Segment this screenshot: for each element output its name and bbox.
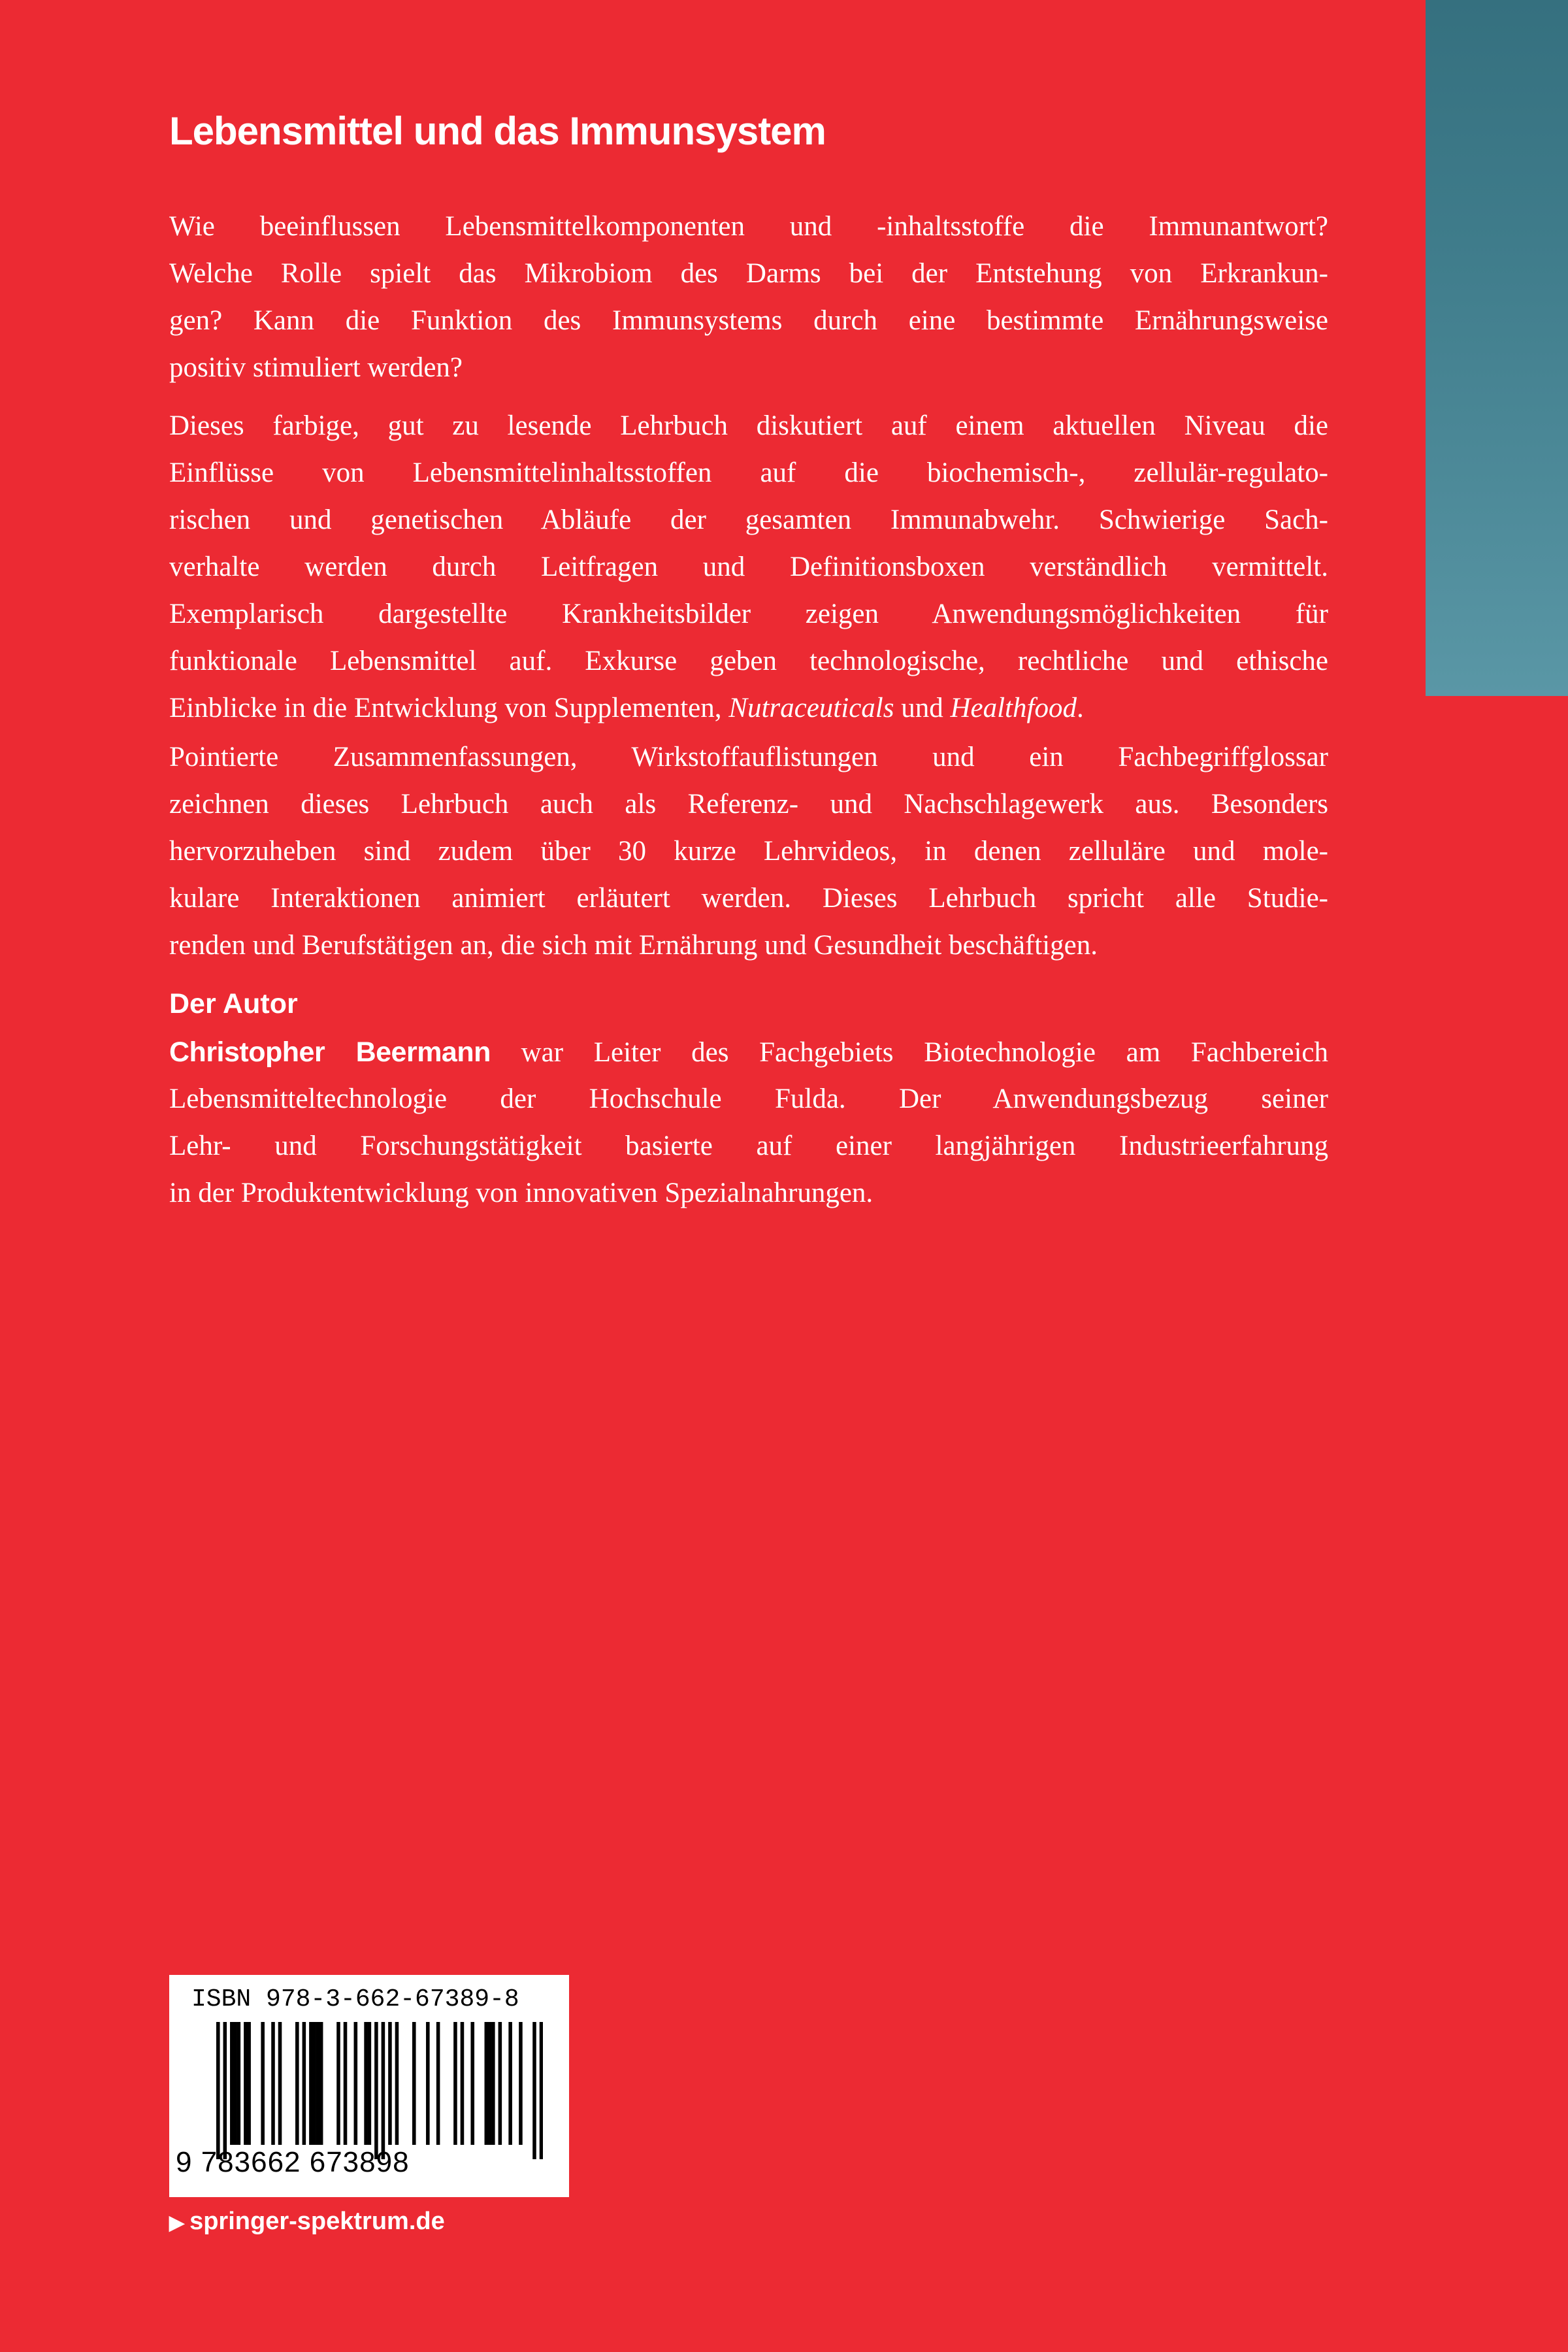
author-heading: Der Autor: [169, 988, 298, 1019]
term-nutraceuticals: Nutraceuticals: [728, 693, 894, 723]
text-line: Einflüsse von Lebensmittelinhaltsstoffen auf die biochemisch-, zellulär-regulato-: [169, 457, 1328, 488]
barcode-bar: [453, 2022, 457, 2145]
barcode-bar: [485, 2022, 489, 2145]
barcode-bar: [312, 2022, 316, 2145]
barcode-bar: [230, 2022, 234, 2145]
book-title: Lebensmittel und das Immunsystem: [169, 109, 826, 153]
barcode-bar: [271, 2022, 275, 2145]
barcode-guard-bar: [540, 2022, 543, 2159]
text-line: Wie beeinflussen Lebensmittelkomponenten und -inhaltsstoffe die Immunantwort?: [169, 211, 1328, 242]
barcode-bar: [316, 2022, 320, 2145]
barcode-bar: [470, 2022, 474, 2145]
text-line: Exemplarisch dargestellte Krankheitsbilder zeigen Anwendungsmöglichkeiten für: [169, 599, 1328, 629]
paragraph-description: [169, 403, 1328, 732]
text-line: Welche Rolle spielt das Mikrobiom des Darms bei der Entstehung von Erkrankun-: [169, 258, 1328, 289]
barcode-bar: [354, 2022, 358, 2145]
barcode-bar: [498, 2022, 502, 2145]
text-line: positiv stimuliert werden?: [169, 352, 463, 383]
teal-color-block: [1426, 0, 1568, 696]
barcode-bars: [216, 2022, 543, 2159]
text-line: Lebensmitteltechnologie der Hochschule Fulda. Der Anwendungsbezug seiner: [169, 1084, 1328, 1114]
barcode-bar: [309, 2022, 313, 2145]
author-bio: [169, 1029, 1328, 1217]
barcode-bar: [364, 2022, 368, 2145]
publisher-link[interactable]: [169, 2208, 445, 2236]
text-fragment: .: [1076, 693, 1084, 723]
text-line: zeichnen dieses Lehrbuch auch als Referenz- und Nachschlagewerk aus. Besonders: [169, 789, 1328, 820]
text-line: Dieses farbige, gut zu lesende Lehrbuch diskutiert auf einem aktuellen Niveau die: [169, 410, 1328, 441]
text-line: hervorzuheben sind zudem über 30 kurze Lehrvideos, in denen zelluläre und mole-: [169, 836, 1328, 867]
text-fragment: Einblicke in die Entwicklung von Supplementen,: [169, 693, 729, 723]
barcode-bar: [344, 2022, 348, 2145]
isbn-barcode: [169, 1975, 569, 2197]
author-name: Christopher Beermann: [169, 1036, 491, 1068]
isbn-label: ISBN 978-3-662-67389-8: [191, 1985, 519, 2013]
barcode-bar: [426, 2022, 430, 2145]
barcode-bar: [461, 2022, 465, 2145]
text-line: [169, 1029, 1328, 1076]
text-line: Lehr- und Forschungstätigkeit basierte auf einer langjährigen Industrieerfahrung: [169, 1131, 1328, 1161]
barcode-bar: [319, 2022, 323, 2145]
text-line: rischen und genetischen Abläufe der gesamten Immunabwehr. Schwierige Sach-: [169, 505, 1328, 535]
text-line: gen? Kann die Funktion des Immunsystems durch eine bestimmte Ernährungsweise: [169, 305, 1328, 336]
barcode-bar: [295, 2022, 299, 2145]
barcode-bar: [244, 2022, 248, 2145]
barcode-bar: [336, 2022, 340, 2145]
text-line: Pointierte Zusammenfassungen, Wirkstoffauflistungen und ein Fachbegriffglossar: [169, 742, 1328, 772]
barcode-bar: [278, 2022, 282, 2145]
barcode-bar: [519, 2022, 523, 2145]
text-fragment: und: [894, 693, 951, 723]
text-line: renden und Berufstätigen an, die sich mit Ernährung und Gesundheit beschäftigen.: [169, 930, 1098, 961]
barcode-bar: [412, 2022, 416, 2145]
barcode-bar: [368, 2022, 372, 2145]
barcode-bar: [395, 2022, 399, 2145]
paragraph-questions: [169, 203, 1328, 391]
barcode-guard-bar: [374, 2022, 378, 2159]
publisher-url: springer-spektrum.de: [189, 2208, 445, 2235]
barcode-bar: [488, 2022, 492, 2145]
barcode-bar: [261, 2022, 265, 2145]
barcode-bar: [302, 2022, 306, 2145]
term-healthfood: Healthfood: [950, 693, 1077, 723]
barcode-guard-bar: [216, 2022, 220, 2159]
barcode-bar: [508, 2022, 512, 2145]
barcode-bar: [237, 2022, 241, 2145]
barcode-bar: [491, 2022, 495, 2145]
barcode-guard-bar: [382, 2022, 385, 2159]
text-line: kulare Interaktionen animiert erläutert werden. Dieses Lehrbuch spricht alle Studie-: [169, 883, 1328, 914]
text-line: funktionale Lebensmittel auf. Exkurse geben technologische, rechtliche und ethische: [169, 646, 1328, 676]
text-fragment: war Leiter des Fachgebiets Biotechnologie am Fachbereich: [490, 1037, 1328, 1068]
barcode-bar: [233, 2022, 237, 2145]
barcode-bar: [388, 2022, 392, 2145]
text-line: in der Produktentwicklung von innovativen Spezialnahrungen.: [169, 1178, 874, 1208]
barcode-guard-bar: [223, 2022, 227, 2159]
barcode-bar: [247, 2022, 251, 2145]
triangle-right-icon: ▶: [169, 2212, 185, 2234]
paragraph-features: [169, 734, 1328, 969]
barcode-guard-bar: [532, 2022, 536, 2159]
ean-digits: 9 783662 673898: [176, 2146, 410, 2178]
text-line-with-italics: [169, 685, 1328, 732]
barcode-bar: [436, 2022, 440, 2145]
text-line: verhalte werden durch Leitfragen und Definitionsboxen verständlich vermittelt.: [169, 552, 1328, 582]
